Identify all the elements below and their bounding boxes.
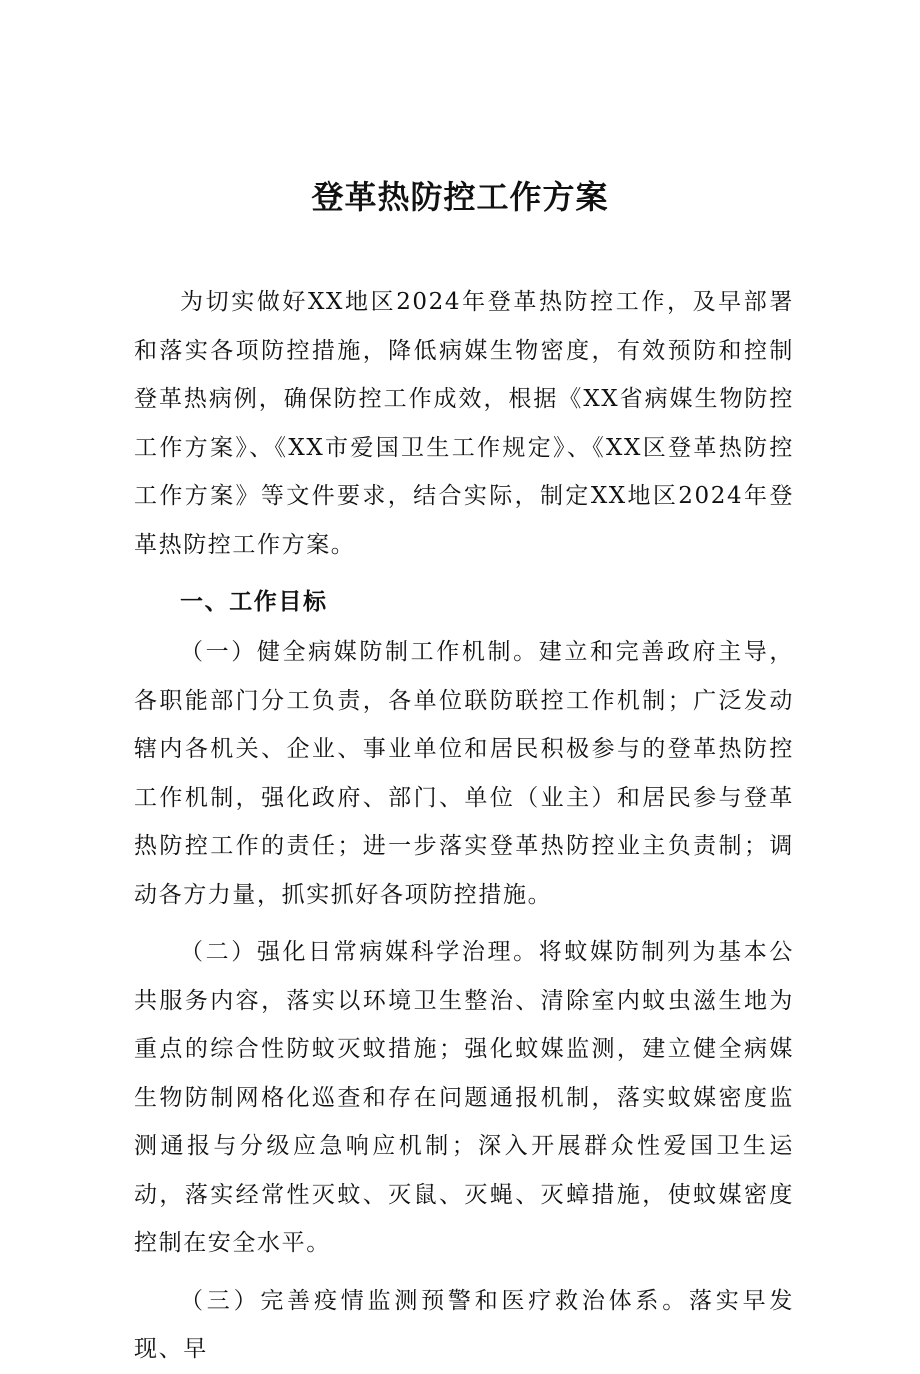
document-body (134, 278, 794, 1374)
paragraph-2: （二）强化日常病媒科学治理。将蚊媒防制列为基本公共服务内容，落实以环境卫生整治、清除室内蚊虫滋生地为重点的综合性防蚊灭蚊措施；强化蚊媒监测，建立健全病媒生物防制网格化巡查和存在问题通报机制，落实蚊媒密度监测通报与分级应急响应机制；深入开展群众性爱国卫生运动，落实经常性灭蚊、灭鼠、灭蝇、灭蟑措施，使蚊媒密度控制在安全水平。 (134, 939, 794, 1256)
spacer (134, 569, 794, 578)
paragraph-3: （三）完善疫情监测预警和医疗救治体系。落实早发现、早 (134, 1287, 794, 1362)
document-title: 登革热防控工作方案 (311, 178, 609, 216)
spacer (134, 1268, 794, 1277)
intro-paragraph: 为切实做好XX地区2024年登革热防控工作，及早部署和落实各项防控措施，降低病媒生物密度，有效预防和控制登革热病例，确保防控工作成效，根据《XX省病媒生物防控工作方案》、《XX市爱国卫生工作规定》、《XX区登革热防控工作方案》等文件要求，结合实际，制定XX地区2024年登革热防控工作方案。 (134, 289, 794, 558)
spacer (134, 919, 794, 928)
section-heading: 一、工作目标 (180, 589, 328, 615)
paragraph-1: （一）健全病媒防制工作机制。建立和完善政府主导，各职能部门分工负责，各单位联防联控工作机制；广泛发动辖内各机关、企业、事业单位和居民积极参与的登革热防控工作机制，强化政府、部门、单位（业主）和居民参与登革热防控工作的责任；进一步落实登革热防控业主负责制；调动各方力量，抓实抓好各项防控措施。 (134, 639, 794, 908)
